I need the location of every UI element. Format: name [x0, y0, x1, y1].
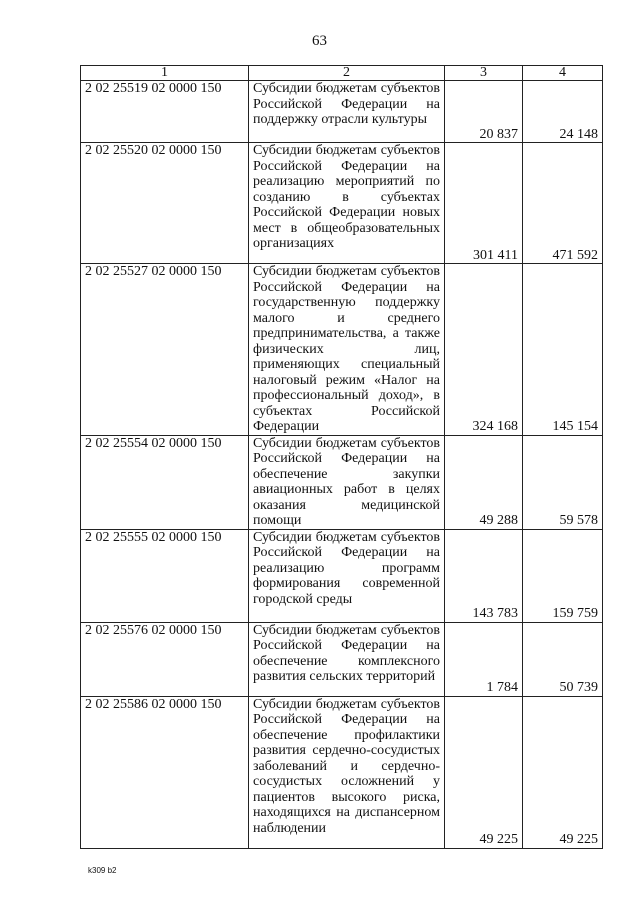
row-description: Субсидии бюджетам субъектов Российской Федерации на поддержку отрасли культуры: [249, 81, 445, 143]
budget-code: 2 02 25586 02 0000 150: [81, 696, 249, 848]
value-col-3: 143 783: [445, 529, 523, 622]
budget-code: 2 02 25576 02 0000 150: [81, 622, 249, 696]
page-number: 63: [312, 33, 327, 49]
value-col-4: 471 592: [523, 143, 603, 264]
table-row: [81, 264, 603, 436]
column-header-4: 4: [523, 66, 603, 81]
value-col-4: 50 739: [523, 622, 603, 696]
budget-code: 2 02 25527 02 0000 150: [81, 264, 249, 436]
row-description: Субсидии бюджетам субъектов Российской Федерации на государственную поддержку малого и среднего предпринимательства, а также физических лиц, применяющих специальный налоговый режим «Налог на профессиональный доход», в субъектах Российской Федерации: [249, 264, 445, 436]
table-row: [81, 435, 603, 529]
budget-code: 2 02 25520 02 0000 150: [81, 143, 249, 264]
table-row: [81, 143, 603, 264]
row-description: Субсидии бюджетам субъектов Российской Федерации на реализацию мероприятий по созданию в субъектах Российской Федерации новых мест в общеобразовательных организациях: [249, 143, 445, 264]
table-row: [81, 81, 603, 143]
value-col-3: 324 168: [445, 264, 523, 436]
row-description: Субсидии бюджетам субъектов Российской Федерации на обеспечение профилактики развития сердечно-сосудистых заболеваний и сердечно-сосудистых осложнений у пациентов высокого риска, находящихся на диспансерном наблюдении: [249, 696, 445, 848]
table-row: [81, 622, 603, 696]
budget-code: 2 02 25519 02 0000 150: [81, 81, 249, 143]
budget-code: 2 02 25554 02 0000 150: [81, 435, 249, 529]
header-row: [81, 66, 603, 81]
value-col-3: 20 837: [445, 81, 523, 143]
column-header-1: 1: [81, 66, 249, 81]
value-col-4: 49 225: [523, 696, 603, 848]
value-col-3: 301 411: [445, 143, 523, 264]
value-col-4: 159 759: [523, 529, 603, 622]
value-col-4: 145 154: [523, 264, 603, 436]
table-row: [81, 696, 603, 848]
value-col-3: 49 225: [445, 696, 523, 848]
value-col-3: 1 784: [445, 622, 523, 696]
value-col-4: 24 148: [523, 81, 603, 143]
row-description: Субсидии бюджетам субъектов Российской Федерации на обеспечение закупки авиационных работ в целях оказания медицинской помощи: [249, 435, 445, 529]
value-col-3: 49 288: [445, 435, 523, 529]
column-header-2: 2: [249, 66, 445, 81]
value-col-4: 59 578: [523, 435, 603, 529]
column-header-3: 3: [445, 66, 523, 81]
table-row: [81, 529, 603, 622]
budget-table: [80, 65, 603, 849]
row-description: Субсидии бюджетам субъектов Российской Федерации на обеспечение комплексного развития сельских территорий: [249, 622, 445, 696]
footer-code: k309 b2: [88, 866, 117, 875]
row-description: Субсидии бюджетам субъектов Российской Федерации на реализацию программ формирования современной городской среды: [249, 529, 445, 622]
budget-code: 2 02 25555 02 0000 150: [81, 529, 249, 622]
